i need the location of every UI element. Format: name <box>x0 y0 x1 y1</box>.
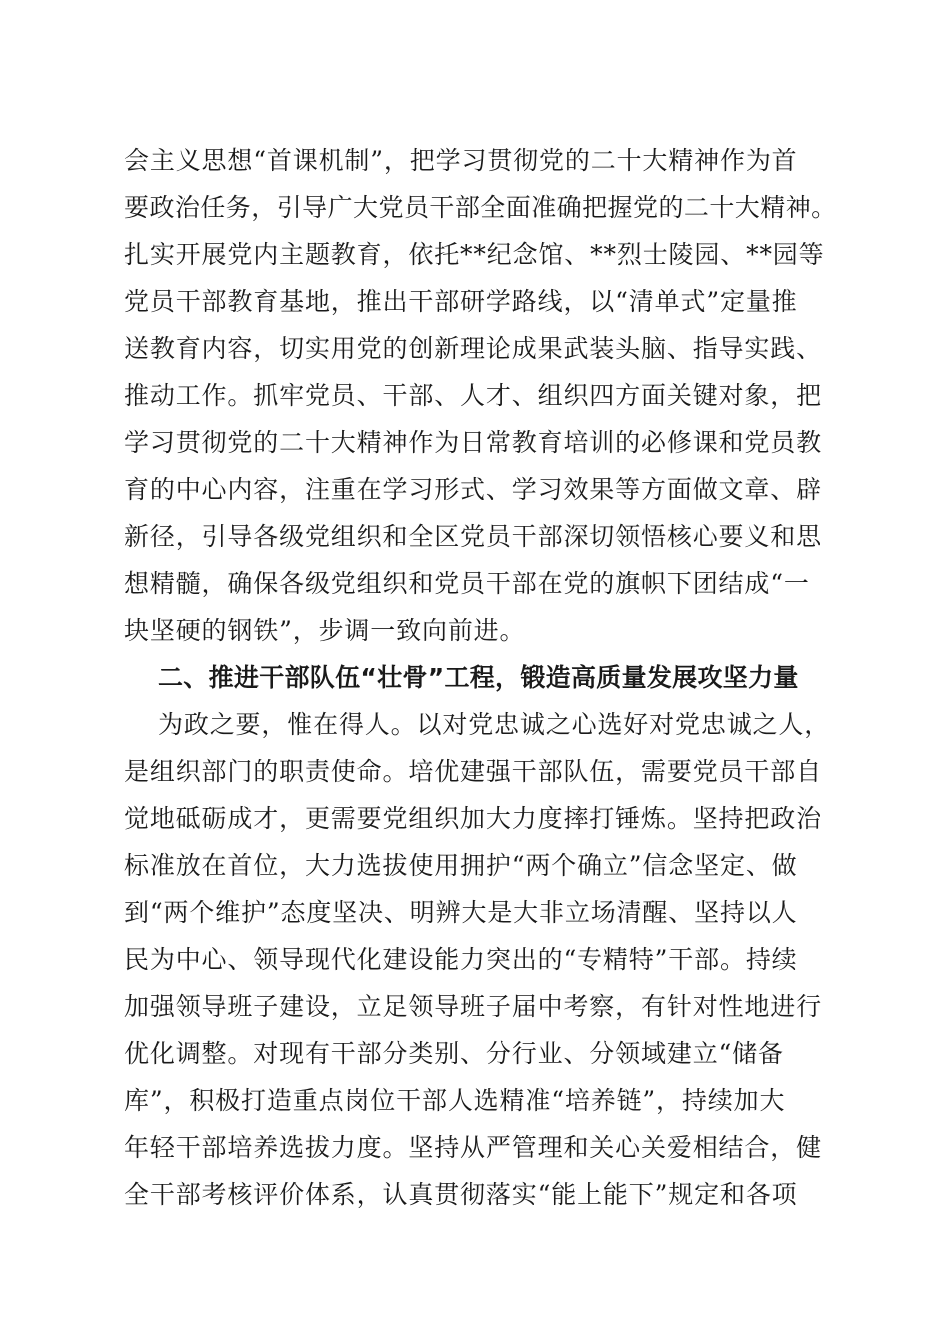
text-line: 全干部考核评价体系，认真贯彻落实“能上能下”规定和各项 <box>124 1180 798 1209</box>
text-line: 为政之要，惟在得人。以对党忠诚之心选好对党忠诚之人， <box>158 710 831 739</box>
text-line: 学习贯彻党的二十大精神作为日常教育培训的必修课和党员教 <box>124 428 822 457</box>
section-heading: 二、推进干部队伍“壮骨”工程，锻造高质量发展攻坚力量 <box>158 663 799 692</box>
text-line: 优化调整。对现有干部分类别、分行业、分领域建立“储备 <box>124 1039 784 1068</box>
text-line: 块坚硬的钢铁”，步调一致向前进。 <box>124 616 526 645</box>
text-line: 是组织部门的职责使命。培优建强干部队伍，需要党员干部自 <box>124 757 822 786</box>
text-line: 育的中心内容，注重在学习形式、学习效果等方面做文章、辟 <box>124 475 822 504</box>
text-line: 加强领导班子建设，立足领导班子届中考察，有针对性地进行 <box>124 992 822 1021</box>
text-line: 送教育内容，切实用党的创新理论成果武装头脑、指导实践、 <box>124 334 822 363</box>
text-line: 到“两个维护”态度坚决、明辨大是大非立场清醒、坚持以人 <box>124 898 798 927</box>
text-line: 会主义思想“首课机制”，把学习贯彻党的二十大精神作为首 <box>124 146 798 175</box>
text-line: 想精髓，确保各级党组织和党员干部在党的旗帜下团结成“一 <box>124 569 810 598</box>
text-line: 党员干部教育基地，推出干部研学路线，以“清单式”定量推 <box>124 287 798 316</box>
text-line: 年轻干部培养选拔力度。坚持从严管理和关心关爱相结合，健 <box>124 1133 822 1162</box>
text-line: 要政治任务，引导广大党员干部全面准确把握党的二十大精神。 <box>124 193 837 222</box>
text-line: 扎实开展党内主题教育，依托**纪念馆、**烈士陵园、**园等 <box>124 240 825 269</box>
text-line: 觉地砥砺成才，更需要党组织加大力度摔打锤炼。坚持把政治 <box>124 804 822 833</box>
text-line: 库”，积极打造重点岗位干部人选精准“培养链”，持续加大 <box>124 1086 786 1115</box>
text-line: 标准放在首位，大力选拔使用拥护“两个确立”信念坚定、做 <box>124 851 798 880</box>
text-line: 推动工作。抓牢党员、干部、人才、组织四方面关键对象，把 <box>124 381 822 410</box>
text-line: 民为中心、领导现代化建设能力突出的“专精特”干部。持续 <box>124 945 798 974</box>
text-line: 新径，引导各级党组织和全区党员干部深切领悟核心要义和思 <box>124 522 822 551</box>
